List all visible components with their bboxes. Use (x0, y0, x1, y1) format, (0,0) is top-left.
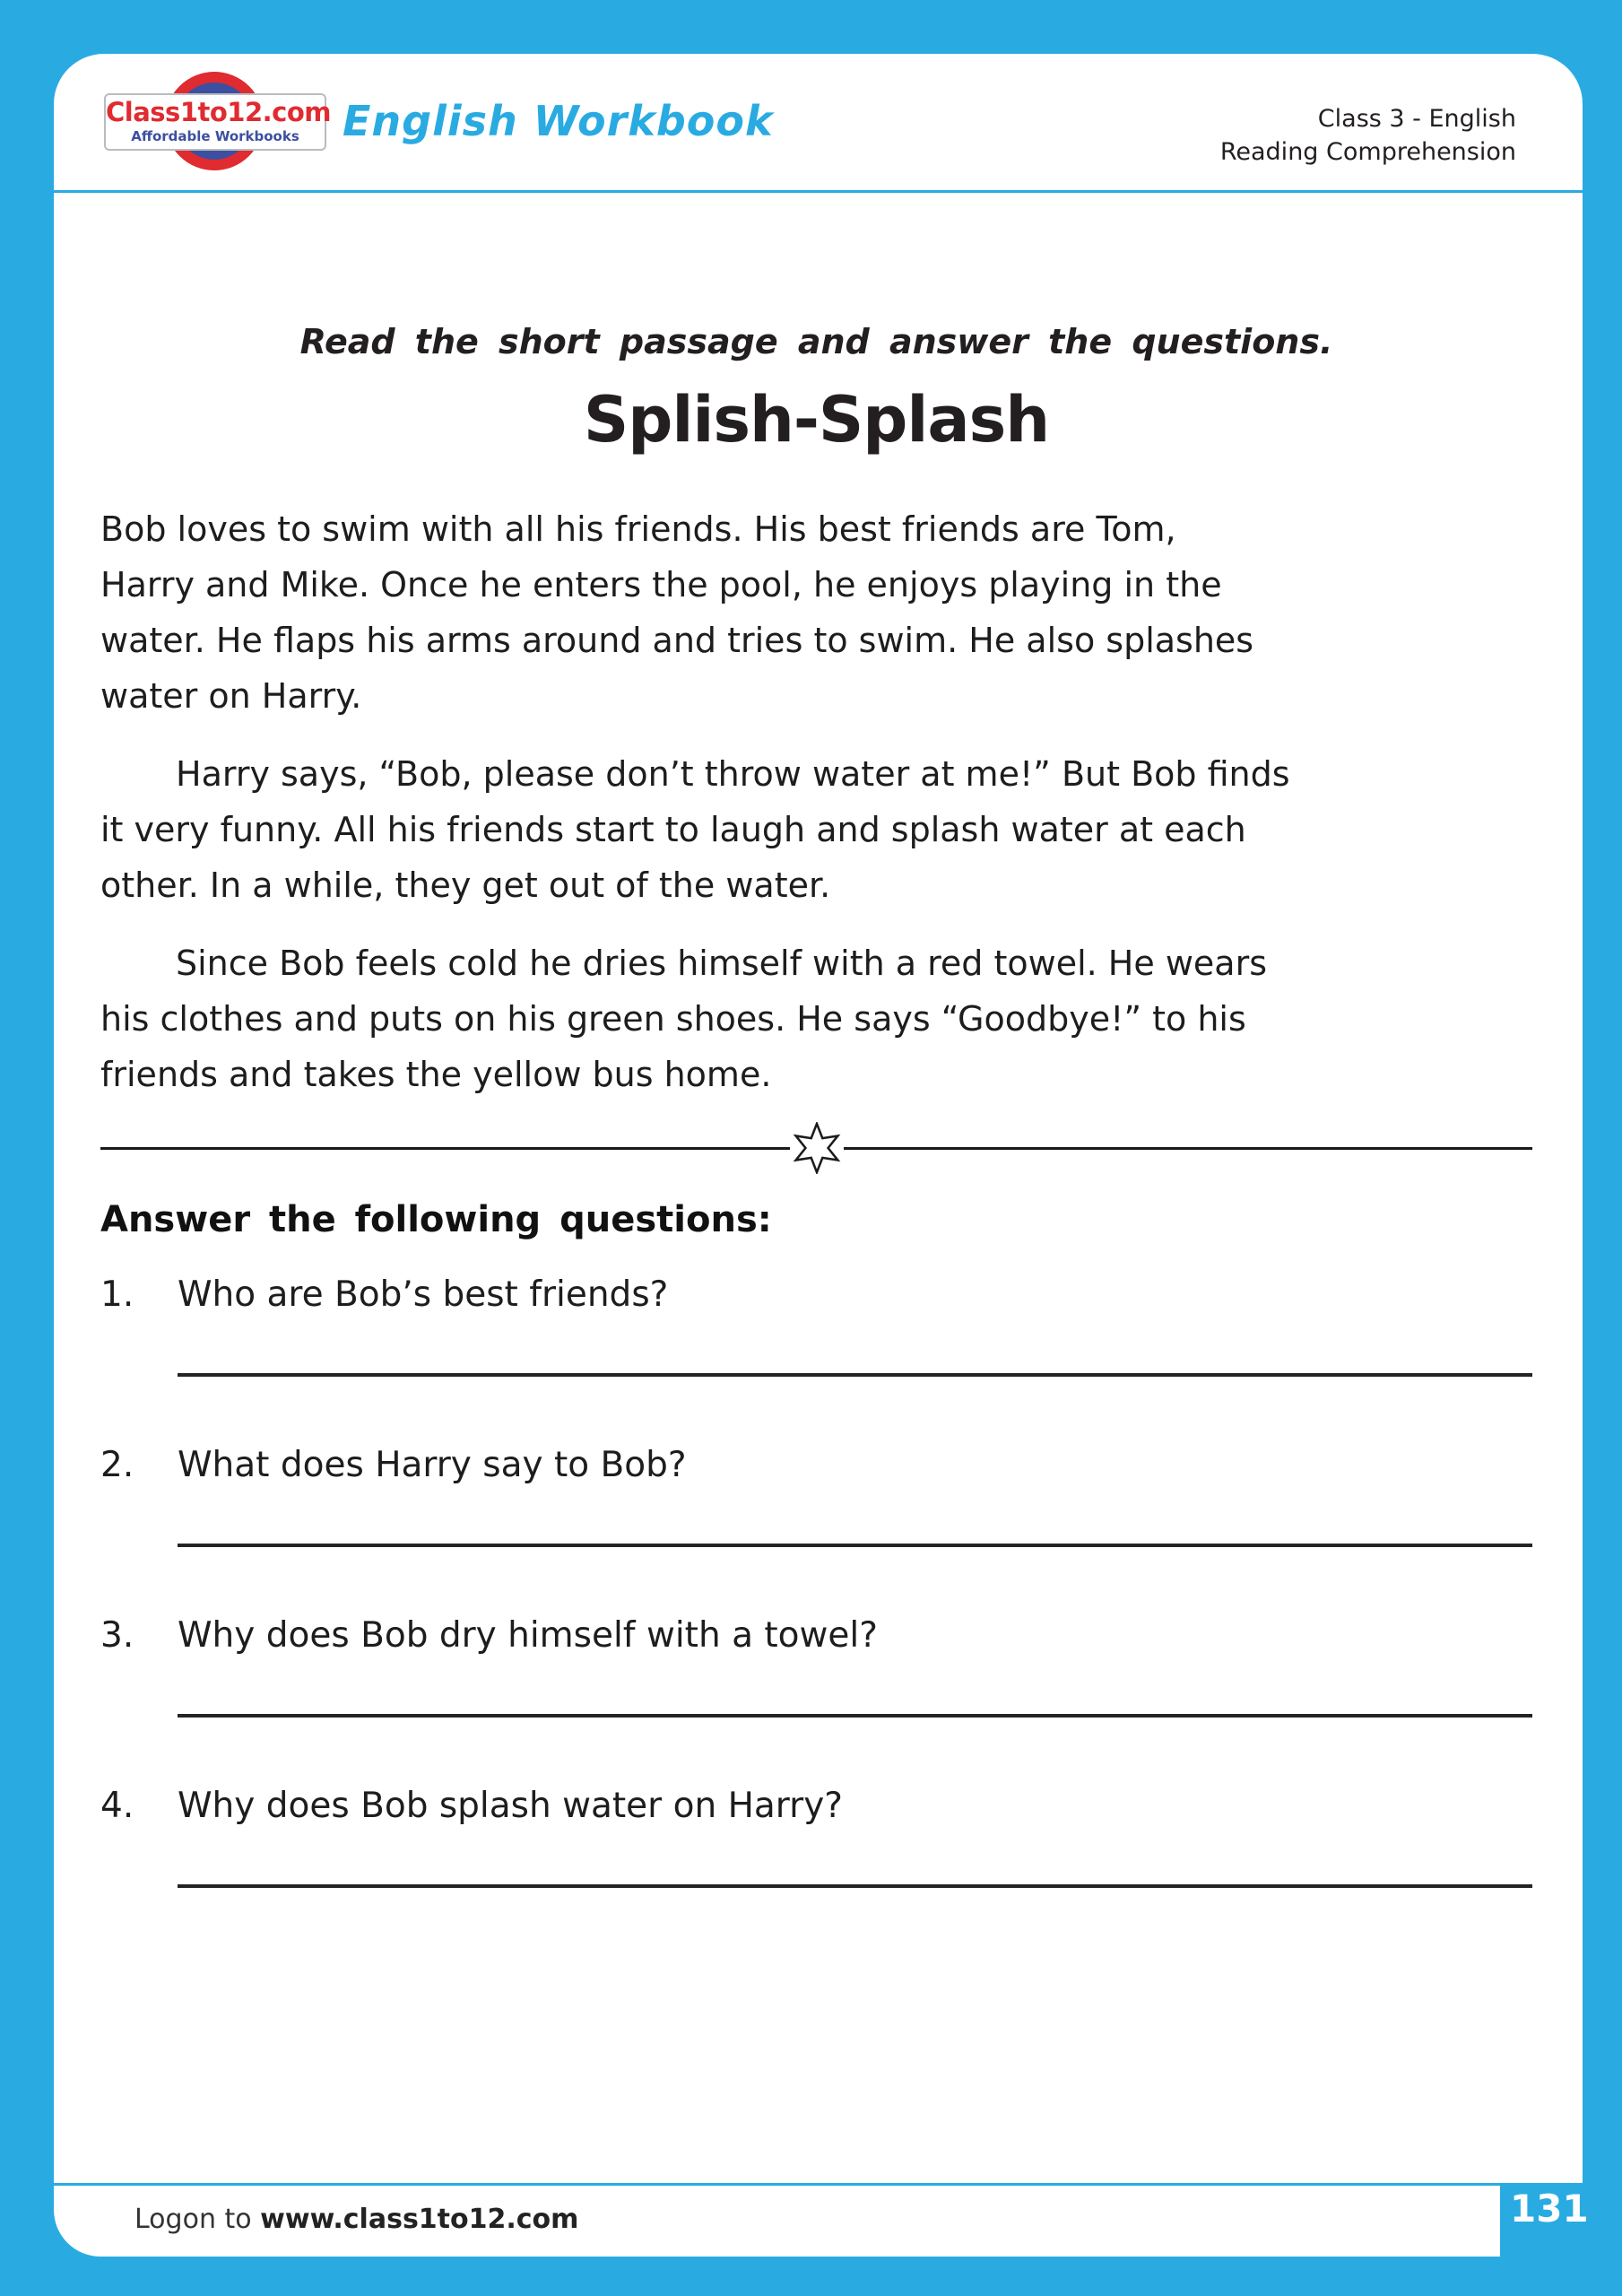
question-item (100, 1780, 1532, 1888)
answer-line[interactable] (178, 1373, 1532, 1377)
passage-line: Since Bob feels cold he dries himself with a red towel. He wears (176, 944, 1268, 983)
passage-line: water. He flaps his arms around and tries to swim. He also splashes (100, 621, 1254, 660)
question-text: What does Harry say to Bob? (178, 1445, 687, 1485)
divider-line-right (844, 1147, 1533, 1150)
passage-line: his clothes and puts on his green shoes. He says “Goodbye!” to his (100, 999, 1246, 1039)
question-number: 4. (100, 1786, 134, 1826)
passage-line: water on Harry. (100, 676, 362, 716)
answer-line[interactable] (178, 1544, 1532, 1547)
section-divider (100, 1120, 1532, 1176)
passage-line: it very funny. All his friends start to laugh and splash water at each (100, 810, 1246, 849)
question-text: Who are Bob’s best friends? (178, 1274, 669, 1315)
footer-prefix: Logon to (134, 2204, 261, 2235)
star-icon (791, 1122, 843, 1174)
questions-heading: Answer the following questions: (100, 1199, 772, 1240)
page-content (54, 322, 1583, 1888)
question-text: Why does Bob splash water on Harry? (178, 1786, 843, 1826)
page-footer (54, 2186, 1500, 2257)
logo-label-box (104, 93, 331, 151)
question-item (100, 1610, 1532, 1718)
logo-tagline: Affordable Workbooks (131, 128, 299, 144)
passage-line: friends and takes the yellow bus home. (100, 1055, 772, 1094)
header-divider (54, 190, 1583, 193)
passage-line: Bob loves to swim with all his friends. His best friends are Tom, (100, 509, 1176, 549)
question-text: Why does Bob dry himself with a towel? (178, 1615, 878, 1656)
question-item (100, 1439, 1532, 1547)
passage-line: Harry says, “Bob, please don’t throw water at me!” But Bob finds (176, 754, 1290, 794)
question-item (100, 1269, 1532, 1377)
logo-brand-text: Class1to12.com (106, 97, 331, 127)
passage-paragraph (100, 501, 1532, 724)
question-number: 2. (100, 1445, 134, 1485)
website-link[interactable]: www.class1to12.com (260, 2204, 579, 2235)
answer-line[interactable] (178, 1884, 1532, 1888)
subject-label: Reading Comprehension (1219, 138, 1516, 166)
passage-title: Splish-Splash (583, 383, 1050, 457)
header-meta (1220, 66, 1516, 169)
answer-line[interactable] (178, 1714, 1532, 1718)
page-header (54, 54, 1583, 178)
passage-paragraph (100, 746, 1532, 913)
instruction-text: Read the short passage and answer the questions. (299, 322, 1333, 361)
divider-line-left (100, 1147, 790, 1150)
question-number: 3. (100, 1615, 134, 1656)
class-label: Class 3 - English (1317, 105, 1516, 133)
passage-line: Harry and Mike. Once he enters the pool, he enjoys playing in the (100, 565, 1222, 604)
passage-line: other. In a while, they get out of the water. (100, 865, 831, 905)
class1to12-logo (104, 66, 331, 178)
workbook-page (54, 54, 1583, 2183)
page-number: 131 (1510, 2187, 1589, 2231)
workbook-title: English Workbook (343, 97, 774, 145)
question-number: 1. (100, 1274, 134, 1315)
passage-paragraph (100, 935, 1532, 1102)
